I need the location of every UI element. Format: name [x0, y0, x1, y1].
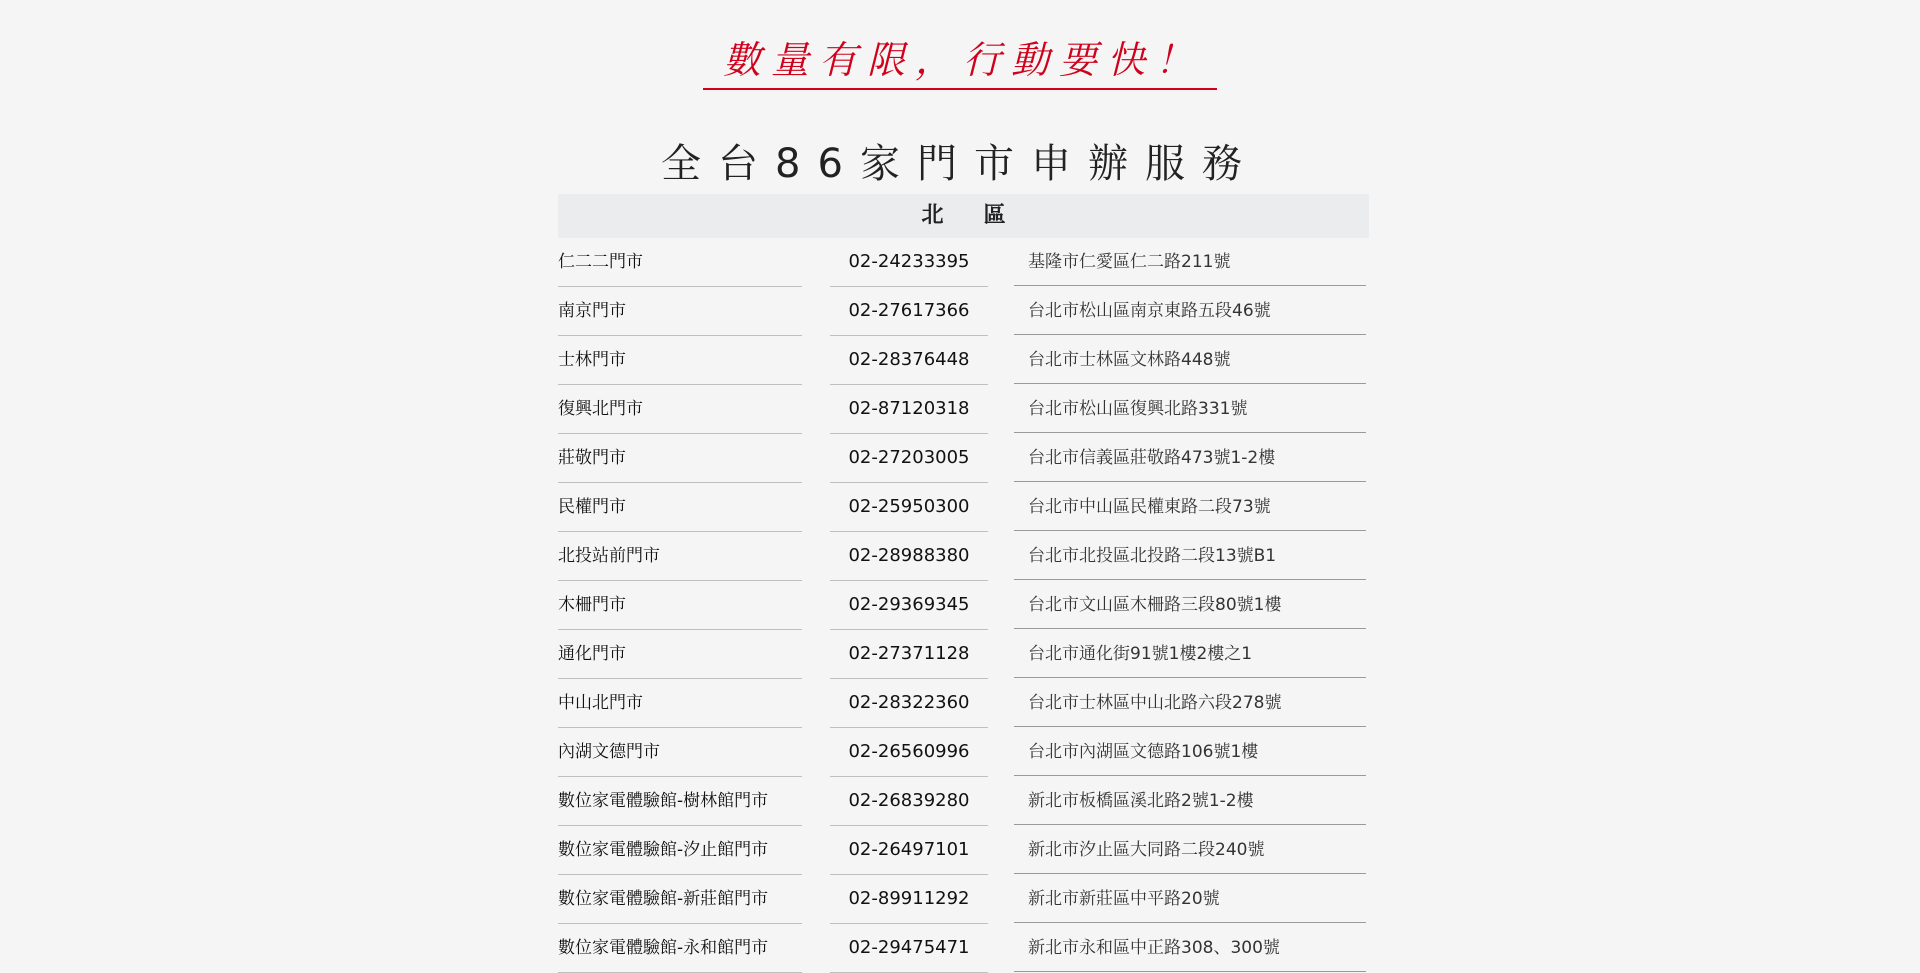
store-address: 台北市松山區南京東路五段46號 [1014, 287, 1366, 335]
store-phone[interactable]: 02-26497101 [830, 826, 988, 875]
table-row [558, 728, 1369, 777]
store-address: 基隆市仁愛區仁二路211號 [1014, 238, 1366, 286]
store-phone[interactable]: 02-26560996 [830, 728, 988, 777]
store-address: 台北市內湖區文德路106號1樓 [1014, 728, 1366, 776]
store-name: 數位家電體驗館-樹林館門市 [558, 777, 802, 826]
table-row [558, 287, 1369, 336]
store-name: 內湖文德門市 [558, 728, 802, 777]
store-name: 仁二二門市 [558, 238, 802, 287]
store-phone[interactable]: 02-28988380 [830, 532, 988, 581]
store-address: 新北市永和區中正路308、300號 [1014, 924, 1366, 972]
store-address: 台北市北投區北投路二段13號B1 [1014, 532, 1366, 580]
store-address: 新北市汐止區大同路二段240號 [1014, 826, 1366, 874]
store-name: 南京門市 [558, 287, 802, 336]
store-phone[interactable]: 02-29369345 [830, 581, 988, 630]
table-row [558, 434, 1369, 483]
store-phone[interactable]: 02-28376448 [830, 336, 988, 385]
table-row [558, 875, 1369, 924]
store-name: 士林門市 [558, 336, 802, 385]
table-row [558, 385, 1369, 434]
promo-text: 數量有限，行動要快！ [703, 36, 1217, 90]
store-name: 通化門市 [558, 630, 802, 679]
store-rows [558, 238, 1369, 973]
table-row [558, 630, 1369, 679]
store-address: 台北市信義區莊敬路473號1-2樓 [1014, 434, 1366, 482]
store-phone[interactable]: 02-25950300 [830, 483, 988, 532]
store-phone[interactable]: 02-28322360 [830, 679, 988, 728]
store-phone[interactable]: 02-89911292 [830, 875, 988, 924]
store-address: 新北市板橋區溪北路2號1-2樓 [1014, 777, 1366, 825]
store-name: 數位家電體驗館-永和館門市 [558, 924, 802, 973]
store-phone[interactable]: 02-29475471 [830, 924, 988, 973]
page-title: 全台86家門市申辦服務 [661, 141, 1259, 187]
store-phone[interactable]: 02-87120318 [830, 385, 988, 434]
table-row [558, 238, 1369, 287]
table-row [558, 532, 1369, 581]
store-name: 數位家電體驗館-汐止館門市 [558, 826, 802, 875]
store-name: 莊敬門市 [558, 434, 802, 483]
store-address: 台北市文山區木柵路三段80號1樓 [1014, 581, 1366, 629]
table-row [558, 826, 1369, 875]
store-address: 新北市新莊區中平路20號 [1014, 875, 1366, 923]
table-row [558, 581, 1369, 630]
store-phone[interactable]: 02-24233395 [830, 238, 988, 287]
store-name: 木柵門市 [558, 581, 802, 630]
store-address: 台北市松山區復興北路331號 [1014, 385, 1366, 433]
store-name: 中山北門市 [558, 679, 802, 728]
store-address: 台北市士林區文林路448號 [1014, 336, 1366, 384]
promo-banner [0, 36, 1920, 90]
store-table [558, 194, 1369, 973]
store-address: 台北市中山區民權東路二段73號 [1014, 483, 1366, 531]
table-row [558, 483, 1369, 532]
table-row [558, 336, 1369, 385]
store-address: 台北市通化街91號1樓2樓之1 [1014, 630, 1366, 678]
table-row [558, 777, 1369, 826]
store-name: 數位家電體驗館-新莊館門市 [558, 875, 802, 924]
region-header: 北區 [558, 194, 1369, 238]
store-name: 北投站前門市 [558, 532, 802, 581]
store-phone[interactable]: 02-27203005 [830, 434, 988, 483]
store-phone[interactable]: 02-27371128 [830, 630, 988, 679]
table-row [558, 924, 1369, 973]
store-phone[interactable]: 02-27617366 [830, 287, 988, 336]
store-phone[interactable]: 02-26839280 [830, 777, 988, 826]
store-name: 民權門市 [558, 483, 802, 532]
table-row [558, 679, 1369, 728]
store-name: 復興北門市 [558, 385, 802, 434]
store-address: 台北市士林區中山北路六段278號 [1014, 679, 1366, 727]
